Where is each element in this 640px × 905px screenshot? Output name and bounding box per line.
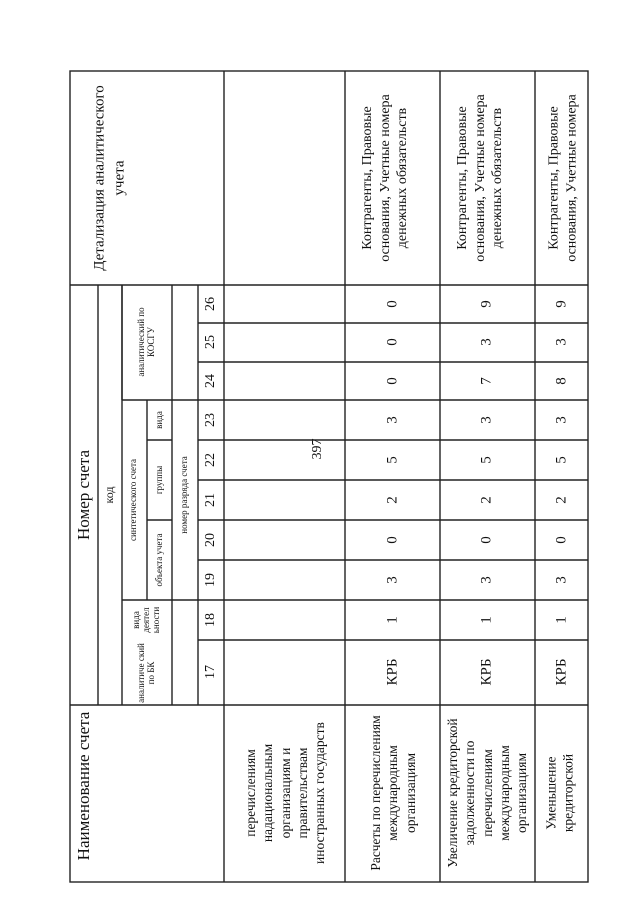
row-3-value: 3 (553, 416, 570, 424)
header-activity-type: вида деятел ьности (131, 606, 161, 634)
row-2-value: КРБ (478, 658, 495, 686)
row-3-value: 0 (553, 536, 570, 544)
row-1-value: 1 (384, 616, 401, 624)
row-3-value: 3 (553, 576, 570, 584)
row-2-value: 0 (478, 536, 495, 544)
header-accounting-object: объекта учета (154, 533, 165, 587)
row-2-name: Увеличение кредиторской задолженности по перечислениям международным организациям (444, 718, 529, 868)
digit-24: 24 (202, 374, 218, 388)
row-2-value: 2 (478, 496, 495, 504)
row-2-value: 5 (478, 456, 495, 464)
digit-21: 21 (202, 493, 218, 507)
header-code: код (102, 486, 117, 504)
digit-17: 17 (202, 665, 218, 679)
digit-23: 23 (202, 413, 218, 427)
row-3-value: 1 (553, 616, 570, 624)
header-synthetic: синтетического счета (128, 458, 139, 542)
row-3-detail: Контрагенты, Правовые основания, Учетные номера (546, 94, 579, 262)
header-account-name: Наименование счета (74, 711, 94, 861)
row-3-name: Уменьшение кредиторской (543, 753, 576, 833)
row-3-value: 9 (553, 300, 570, 308)
digit-18: 18 (202, 613, 218, 627)
row-3-value: 5 (553, 456, 570, 464)
row-0-name: перечислениям надациональным организациям и правительствам иностранных государств (242, 722, 327, 864)
digit-26: 26 (202, 297, 218, 311)
header-analytical-bk: аналитиче ский по БК (136, 643, 156, 703)
row-1-value: 2 (384, 496, 401, 504)
row-1-value: 3 (384, 416, 401, 424)
row-2-detail: Контрагенты, Правовые основания, Учетные номера денежных обязательств (454, 94, 505, 262)
header-kind: вида (154, 411, 165, 429)
row-1-value: 0 (384, 536, 401, 544)
row-1-value: 0 (384, 338, 401, 346)
header-digit-number: номер разряда счета (179, 456, 190, 534)
row-2-value: 3 (478, 338, 495, 346)
header-detail: Детализация аналитического учета (91, 85, 127, 271)
row-2-value: 3 (478, 576, 495, 584)
header-account-number: Номер счета (74, 450, 94, 540)
row-1-detail: Контрагенты, Правовые основания, Учетные номера денежных обязательств (359, 94, 410, 262)
header-analytical-kosgu: аналитический по КОСГУ (136, 307, 156, 377)
row-1-value: 0 (384, 377, 401, 385)
digit-25: 25 (202, 335, 218, 349)
row-1-value: 5 (384, 456, 401, 464)
header-group: группы (154, 465, 165, 495)
row-1-value: 3 (384, 576, 401, 584)
digit-19: 19 (202, 573, 218, 587)
row-2-value: 1 (478, 616, 495, 624)
row-3-value: 2 (553, 496, 570, 504)
digit-20: 20 (202, 533, 218, 547)
row-1-value: КРБ (384, 658, 401, 686)
row-3-value: 8 (553, 377, 570, 385)
row-2-value: 9 (478, 300, 495, 308)
row-2-value: 3 (478, 416, 495, 424)
row-2-value: 7 (478, 377, 495, 385)
digit-22: 22 (202, 453, 218, 467)
row-1-value: 0 (384, 300, 401, 308)
row-1-name: Расчеты по перечислениям международным организациям (368, 715, 418, 871)
row-3-value: КРБ (553, 658, 570, 686)
row-3-value: 3 (553, 338, 570, 346)
